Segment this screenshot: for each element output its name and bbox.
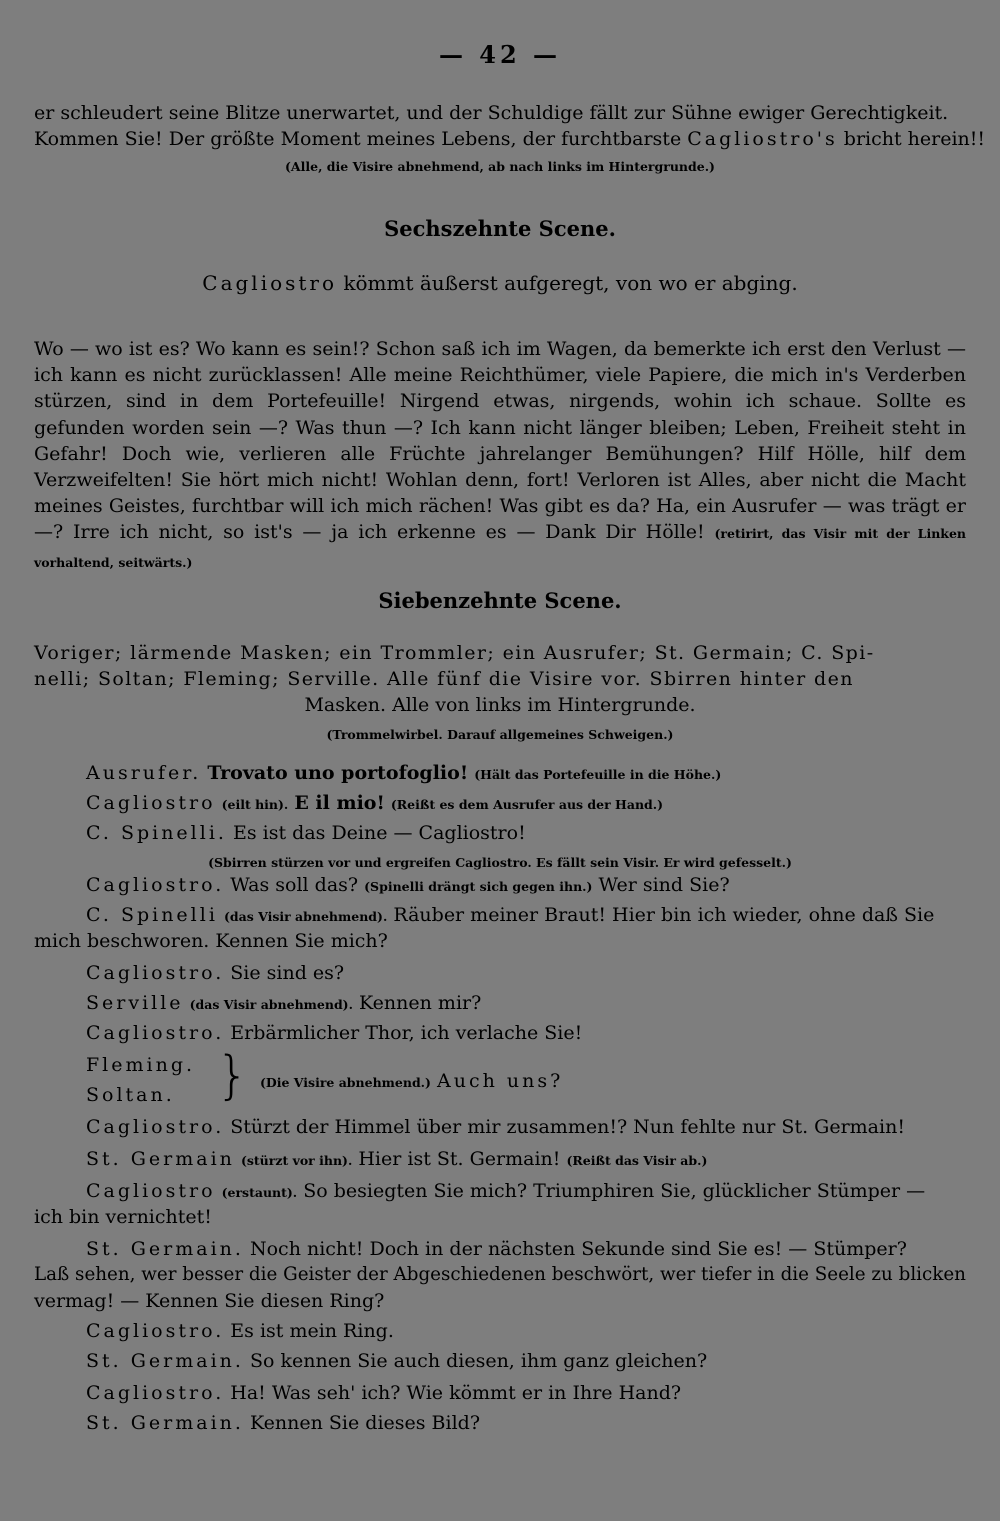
- dialogue-line: [34, 1380, 1000, 1406]
- dialogue-text: Auch uns?: [437, 1070, 564, 1092]
- stage-direction: (Trommelwirbel. Darauf allgemeines Schweigen.): [326, 727, 674, 742]
- cast-line: Masken. Alle von links im Hintergrunde.: [304, 694, 696, 716]
- scene-heading: Sechszehnte Scene.: [384, 216, 616, 241]
- dialogue-text: So kennen Sie auch diesen, ihm ganz gleichen?: [249, 1350, 708, 1372]
- speaker-name: Soltan.: [86, 1084, 175, 1106]
- speaker-name: Cagliostro: [86, 1180, 216, 1202]
- page-number: — 42 —: [438, 40, 562, 69]
- stage-direction: (Reißt es dem Ausrufer aus der Hand.): [390, 797, 664, 812]
- speaker-name: Cagliostro.: [86, 962, 225, 984]
- dialogue-line: [34, 990, 1000, 1018]
- scene-heading: Siebenzehnte Scene.: [378, 588, 622, 613]
- speaker-name: St. Germain.: [86, 1238, 244, 1260]
- dialogue-text: Es ist das Deine — Cagliostro!: [233, 822, 526, 844]
- text-fragment: kömmt äußerst aufgeregt, von wo er abging.: [337, 271, 798, 295]
- dialogue-line: [34, 790, 1000, 818]
- speaker-name: St. Germain.: [86, 1412, 244, 1434]
- text-line: er schleudert seine Blitze unerwartet, und der Schuldige fällt zur Sühne ewiger Gerechtigkeit.: [34, 102, 949, 124]
- dialogue-line: [34, 1410, 1000, 1436]
- dialogue-text: Erbärmlicher Thor, ich verlache Sie!: [230, 1022, 583, 1044]
- text-fragment: bricht herein!!: [837, 128, 986, 150]
- stage-direction: (Sbirren stürzen vor und ergreifen Cagliostro. Es fällt sein Visir. Er wird gefesselt.): [208, 855, 792, 870]
- text-fragment: Kommen Sie! Der größte Moment meines Lebens, der furchtbarste: [34, 128, 688, 150]
- dialogue-line: [34, 1348, 1000, 1374]
- dialogue-text: Wer sind Sie?: [598, 874, 730, 896]
- stage-direction: (erstaunt).: [221, 1185, 298, 1200]
- dialogue-line: [34, 1020, 1000, 1046]
- dialogue-line: [34, 1146, 1000, 1174]
- dialogue-continuation: vermag! — Kennen Sie diesen Ring?: [34, 1290, 385, 1312]
- speaker-name: Cagliostro.: [86, 1382, 225, 1404]
- stage-direction: (eilt hin).: [221, 797, 289, 812]
- dialogue-text: Kennen mir?: [359, 992, 482, 1014]
- speaker-name: Cagliostro.: [86, 874, 225, 896]
- speaker-name: Ausrufer.: [86, 762, 202, 784]
- dialogue-line: [34, 1114, 1000, 1140]
- dialogue-text: Ha! Was seh' ich? Wie kömmt er in Ihre Hand?: [230, 1382, 682, 1404]
- dialogue-line: [260, 1068, 960, 1096]
- dialogue-text: Trovato uno portofoglio!: [207, 762, 469, 784]
- dialogue-text: Es ist mein Ring.: [230, 1320, 394, 1342]
- dialogue-text: Stürzt der Himmel über mir zusammen!? Nun fehlte nur St. Germain!: [230, 1116, 905, 1138]
- monologue-paragraph: [34, 336, 966, 576]
- dialogue-continuation: mich beschworen. Kennen Sie mich?: [34, 930, 388, 952]
- dialogue-continuation: Laß sehen, wer besser die Geister der Abgeschiedenen beschwört, wer tiefer in die Seele zu blicken: [34, 1264, 966, 1285]
- stage-direction: (Spinelli drängt sich gegen ihn.): [364, 879, 593, 894]
- dialogue-line: [34, 960, 1000, 986]
- dialogue-text: Räuber meiner Braut! Hier bin ich wieder, ohne daß Sie: [393, 904, 935, 926]
- curly-brace: }: [216, 1046, 250, 1106]
- speaker-name: Fleming.: [86, 1054, 196, 1076]
- dialogue-text: So besiegten Sie mich? Triumphiren Sie, glücklicher Stümper —: [303, 1180, 926, 1202]
- cast-line: nelli; Soltan; Fleming; Serville. Alle fünf die Visire vor. Sbirren hinter den: [34, 668, 854, 690]
- speaker-name: Cagliostro.: [86, 1022, 225, 1044]
- dialogue-line: [34, 1236, 1000, 1262]
- dialogue-text: Noch nicht! Doch in der nächsten Sekunde sind Sie es! — Stümper?: [249, 1238, 907, 1260]
- speaker-name: C. Spinelli: [86, 904, 218, 926]
- stage-direction: (das Visir abnehmend).: [223, 909, 388, 924]
- speaker-name: Cagliostro: [86, 792, 216, 814]
- speaker-name: Cagliostro: [202, 271, 338, 295]
- dialogue-continuation: ich bin vernichtet!: [34, 1206, 212, 1228]
- speaker-name: St. Germain: [86, 1148, 235, 1170]
- dialogue-text: Hier ist St. Germain!: [358, 1148, 561, 1170]
- dialogue-line: [34, 1178, 1000, 1206]
- monologue-text: Wo — wo ist es? Wo kann es sein!? Schon saß ich im Wagen, da bemerkte ich erst den Verlust — ich kann es nicht zurücklassen! Alle meine Reichthümer, viele Papiere, die mich in's Verderben stürzen, sind in dem Portefeuille! Nirgend etwas, nirgends, wohin ich schaue. Sollte es gefunden worden sein —? Was thun —? Ich kann nicht länger bleiben; Leben, Freiheit steht in Gefahr! Doch wie, verlieren alle Früchte jahrelanger Bemühungen? Hilf Hölle, hilf dem Verzweifelten! Sie hört mich nicht! Wohlan denn, fort! Verloren ist Alles, aber nicht die Macht meines Geistes, furchtbar will ich mich rächen! Was gibt es da? Ha, ein Ausrufer — was trägt er —? Irre ich nicht, so ist's — ja ich erkenne es — Dank Dir Hölle!: [34, 338, 966, 544]
- stage-direction: (Reißt das Visir ab.): [566, 1153, 708, 1168]
- stage-direction: (retirirt, das Visir mit der Linken vorhaltend, seitwärts.): [34, 526, 966, 570]
- stage-direction: (das Visir abnehmend).: [189, 997, 353, 1012]
- speaker-name: Cagliostro.: [86, 1320, 225, 1342]
- speaker-name: St. Germain.: [86, 1350, 244, 1372]
- stage-direction: (Die Visire abnehmend.): [260, 1075, 431, 1090]
- dialogue-line: [34, 760, 1000, 788]
- dialogue-line: [34, 1318, 1000, 1344]
- speaker-name: Cagliostro.: [86, 1116, 225, 1138]
- stage-direction: (Alle, die Visire abnehmend, ab nach links im Hintergrunde.): [285, 159, 715, 174]
- speaker-name: Cagliostro's: [687, 128, 838, 150]
- stage-direction: (Hält das Portefeuille in die Höhe.): [474, 767, 722, 782]
- dialogue-text: Kennen Sie dieses Bild?: [249, 1412, 481, 1434]
- cast-line: Voriger; lärmende Masken; ein Trommler; ein Ausrufer; St. Germain; C. Spi-: [34, 642, 875, 664]
- text-line: [34, 126, 986, 152]
- dialogue-line: [34, 872, 1000, 900]
- dialogue-text: Was soll das?: [230, 874, 359, 896]
- scene-subtitle: [34, 270, 966, 296]
- stage-direction: (stürzt vor ihn).: [240, 1153, 353, 1168]
- dialogue-line: [34, 820, 1000, 846]
- dialogue-text: E il mio!: [294, 792, 385, 814]
- speaker-name: C. Spinelli.: [86, 822, 227, 844]
- speaker-name: Serville: [86, 992, 184, 1014]
- dialogue-line: [34, 902, 1000, 930]
- dialogue-text: Sie sind es?: [230, 962, 345, 984]
